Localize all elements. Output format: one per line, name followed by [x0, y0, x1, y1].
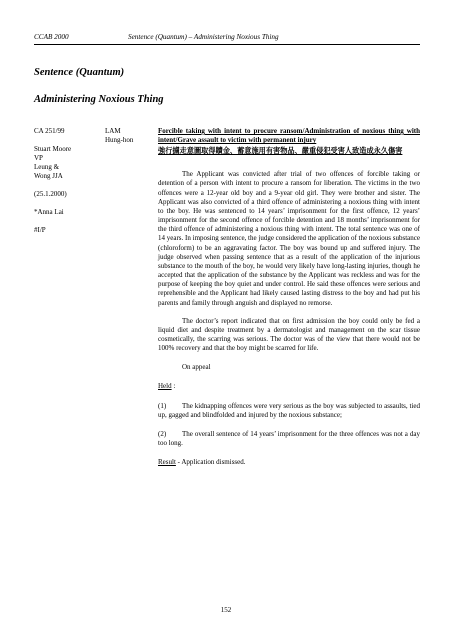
header-rule: [34, 44, 420, 45]
appellant-given-name: Hung-hon: [105, 136, 134, 144]
held-item-1: [158, 402, 420, 420]
held-item-1-text: The kidnapping offences were very serious as the boy was subjected to assaults, tied up, gagged and blindfolded and injured by the noxious substance;: [158, 401, 420, 419]
counsel: *Anna Lai: [34, 208, 64, 216]
held-item-1-number: (1): [158, 401, 167, 410]
held-item-2-number: (2): [158, 429, 167, 438]
result-text: - Application dismissed.: [175, 458, 246, 467]
on-appeal-label: On appeal: [182, 363, 211, 372]
held-heading: [158, 382, 420, 391]
held-label: Held: [158, 382, 172, 391]
held-colon: :: [171, 382, 176, 391]
page-number: 152: [220, 606, 232, 614]
header-center-text: Sentence (Quantum) – Administering Noxious Thing: [128, 33, 279, 41]
judge-line-1: Stuart Moore: [34, 145, 72, 153]
held-item-2: [158, 430, 420, 448]
offence-heading: Forcible taking with intent to procure ransom/Administration of noxious thing with intent/Grave assault to victim with permanent injury: [158, 127, 420, 145]
appellant-name: [105, 127, 133, 145]
appearance: #I/P: [34, 226, 46, 234]
judge-line-2: VP: [34, 154, 43, 162]
result-label: Result: [158, 458, 176, 467]
case-summary: [158, 127, 420, 467]
subsection-title: Administering Noxious Thing: [34, 94, 164, 105]
judge-line-3: Leung &: [34, 163, 60, 171]
section-title: Sentence (Quantum): [34, 67, 125, 78]
judge-line-4: Wong JJA: [34, 172, 63, 180]
facts-paragraph: The Applicant was convicted after trial of two offences of forcible taking or detention of a person with intent to procure a ransom for liberation. The victims in the two offences were a 12-year old boy and a 9-year old girl. They were brother and sister. The Applicant was also convicted of a third offence of administering a noxious thing with intent to the boy. He was sentenced to 14 years’ imprisonment for the first offence, 12 years’ imprisonment for the second offence of forcible detention and 18 months’ imprisonment for the third offence of administering a noxious thing with intent. The total sentence was one of 14 years. In imposing sentence, the judge considered the application of the noxious substance (chloroform) to be an aggravating factor. The boy was bound up and suffered injury. The judge observed when passing sentence that as a result of the application of the injurious substance to the mouth of the boy, he would very likely have long-lasting injuries, though he accepted that the application of the substance by the Applicant was reckless and was for the purpose of keeping the boy quiet and under control. He said these offences were serious and reprehensible and the Applicant had likely caused lasting distress to the boy and had put his parents and family through anguish and displayed no remorse.: [158, 170, 420, 307]
case-details: [34, 127, 71, 235]
case-date: (25.1.2000): [34, 190, 67, 198]
medical-report-paragraph: The doctor’s report indicated that on first admission the boy could only be fed a liquid diet and despite treatment by a dermatologist and management on the scar tissue cosmetically, the scarring was serious. The doctor was of the view that there would not be 100% recovery and that the boy might be scarred for life.: [158, 316, 420, 353]
result-line: [158, 458, 420, 467]
case-number: CA 251/99: [34, 127, 65, 135]
offence-heading-chinese: 強行擄走意圖取得贖金、蓄意施用有害物品、嚴重侵犯受害人致造成永久傷害: [158, 146, 403, 156]
appellant-surname: LAM: [105, 127, 121, 135]
held-item-2-text: The overall sentence of 14 years’ imprisonment for the three offences was not a day too long.: [158, 429, 420, 448]
header-left-text: CCAB 2000: [34, 33, 69, 41]
